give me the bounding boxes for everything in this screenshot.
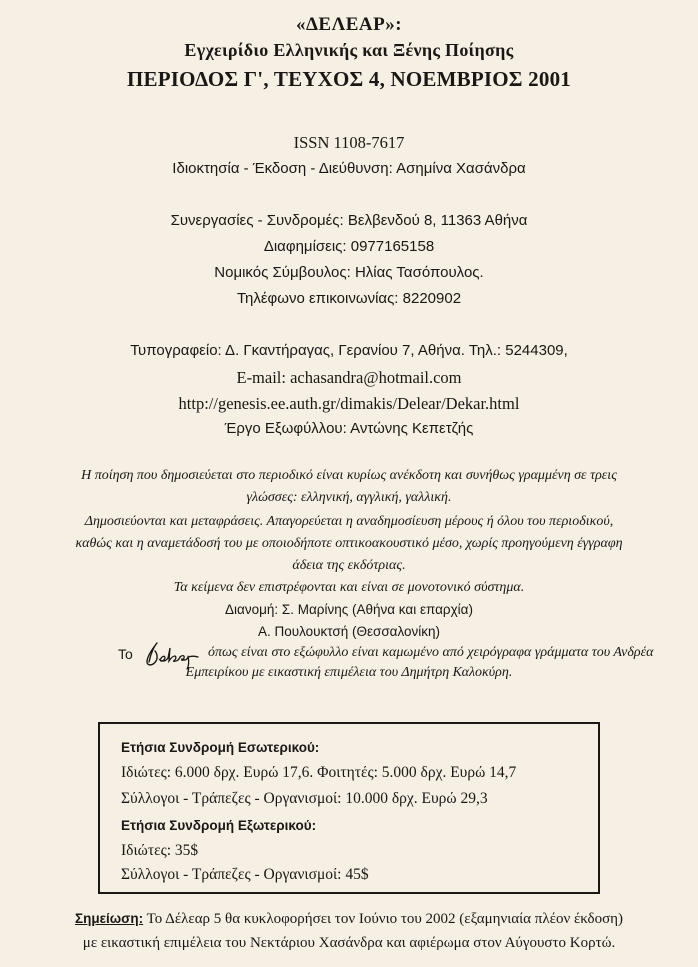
- notes-line-3: Δημοσιεύονται και μεταφράσεις. Απαγορεύεται η αναδημοσίευση μέρους ή όλου του περιοδικού,: [84, 514, 614, 529]
- magazine-subtitle: Εγχειρίδιο Ελληνικής και Ξένης Ποίησης: [184, 40, 514, 60]
- domestic-rate-organizations: Σύλλογοι - Τράπεζες - Οργανισμοί: 10.000 δρχ. Ευρώ 29,3: [121, 790, 488, 807]
- subscriptions-line: Συνεργασίες - Συνδρομές: Βελβενδού 8, 11363 Αθήνα: [170, 212, 528, 229]
- footer-note-label: Σημείωση:: [74, 911, 144, 926]
- legal-advisor-line: Νομικός Σύμβουλος: Ηλίας Τασόπουλος.: [214, 264, 484, 281]
- logo-prefix: Το: [118, 646, 133, 662]
- logo-credit: [0, 640, 698, 692]
- email-line[interactable]: E-mail: achasandra@hotmail.com: [236, 368, 462, 387]
- notes-line-1: Η ποίηση που δημοσιεύεται στο περιοδικό είναι κυρίως ανέκδοτη και συνήθως γραμμένη σε τρεις: [81, 468, 617, 483]
- foreign-rate-organizations: Σύλλογοι - Τράπεζες - Οργανισμοί: 45$: [121, 866, 369, 883]
- notes-line-6: Τα κείμενα δεν επιστρέφονται και είναι σε μονοτονικό σύστημα.: [173, 580, 525, 595]
- footer-note-line-1: [0, 911, 698, 928]
- footer-note-line-2: με εικαστική επιμέλεια του Νεκτάριου Χασάνδρα και αφιέρωμα στον Αύγουστο Κορτώ.: [82, 935, 616, 951]
- distribution-line-2: Α. Πουλουκτσή (Θεσσαλονίκη): [257, 624, 441, 639]
- issue-line: ΠΕΡΙΟΔΟΣ Γ', ΤΕΥΧΟΣ 4, ΝΟΕΜΒΡΙΟΣ 2001: [127, 67, 571, 91]
- domestic-subscription-heading: Ετήσια Συνδρομή Εσωτερικού:: [121, 740, 320, 755]
- notes-line-2: γλώσσες: ελληνική, αγγλική, γαλλική.: [246, 490, 452, 505]
- subscription-box: [98, 722, 600, 894]
- cover-artist-line: Έργο Εξωφύλλου: Αντώνης Κεπετζής: [224, 420, 474, 437]
- printer-line: Τυπογραφείο: Δ. Γκαντήραγας, Γερανίου 7, Αθήνα. Τηλ.: 5244309,: [130, 342, 568, 359]
- ads-line: Διαφημίσεις: 0977165158: [263, 238, 435, 255]
- logo-text-1: όπως είναι στο εξώφυλλο είναι καμωμένο από χειρόγραφα γράμματα του Ανδρέα: [208, 645, 654, 660]
- domestic-rate-individuals: Ιδιώτες: 6.000 δρχ. Ευρώ 17,6. Φοιτητές: 5.000 δρχ. Ευρώ 14,7: [121, 764, 517, 781]
- notes-line-5: άδεια της εκδότριας.: [292, 558, 406, 573]
- phone-line: Τηλέφωνο επικοινωνίας: 8220902: [236, 290, 462, 307]
- magazine-title: «ΔΕΛΕΑΡ»:: [295, 14, 403, 35]
- foreign-rate-individuals: Ιδιώτες: 35$: [121, 842, 199, 859]
- footer-note-text-1: Το Δέλεαρ 5 θα κυκλοφορήσει τον Ιούνιο του 2002 (εξαμηνιαία πλέον έκδοση): [143, 911, 623, 927]
- issn: ISSN 1108-7617: [293, 133, 405, 152]
- foreign-subscription-heading: Ετήσια Συνδρομή Εξωτερικού:: [121, 818, 317, 833]
- ownership-line: Ιδιοκτησία - Έκδοση - Διεύθυνση: Ασημίνα Χασάνδρα: [172, 160, 526, 177]
- distribution-line-1: Διανομή: Σ. Μαρίνης (Αθήνα και επαρχία): [225, 602, 473, 617]
- notes-line-4: καθώς και η αναμετάδοσή του με οποιοδήποτε οπτικοακουστικό μέσο, χωρίς προηγούμενη έγγραφη: [75, 536, 623, 551]
- website-url[interactable]: http://genesis.ee.auth.gr/dimakis/Delear/Dekar.html: [178, 394, 520, 413]
- logo-text-2: Εμπειρίκου με εικαστική επιμέλεια του Δημήτρη Καλοκύρη.: [185, 665, 513, 680]
